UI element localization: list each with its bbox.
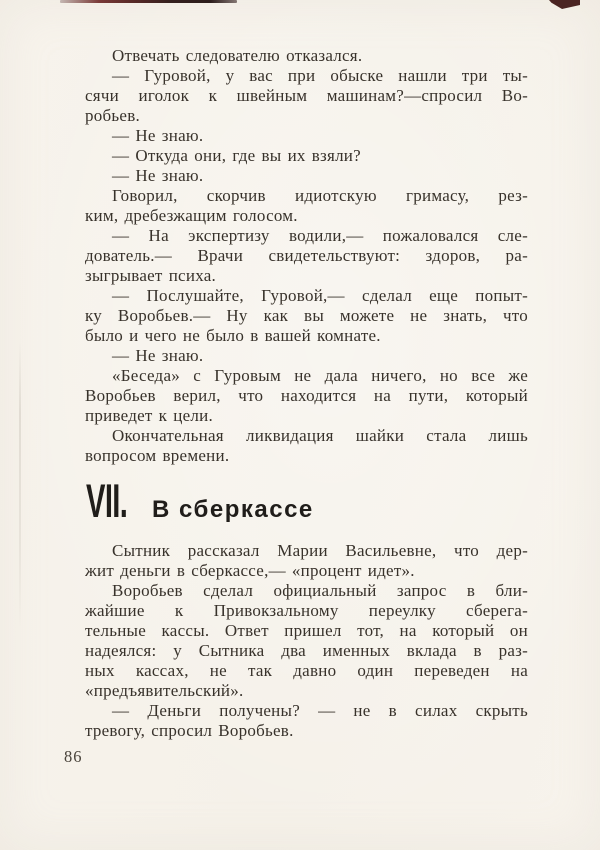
scan-artifact-top-streak [60, 0, 237, 3]
text-line: ку Воробьев.— Ну как вы можете не знать, что [85, 306, 528, 325]
text-line: — Деньги получены? — не в силах скрыть [112, 701, 528, 720]
text-line: тельные кассы. Ответ пришел тот, на который он [85, 621, 528, 640]
text-line: дователь.— Врачи свидетельствуют: здоров, ра- [85, 246, 528, 265]
paper-crease [19, 340, 21, 630]
text-line: — Послушайте, Гуровой,— сделал еще попыт- [112, 286, 528, 305]
text-line: «предъявительский». [85, 681, 244, 700]
text-line: приведет к цели. [85, 406, 214, 425]
text-line: надеялся: у Сытника два именных вклада в раз- [85, 641, 528, 660]
text-line: зыгрывает психа. [85, 266, 217, 285]
text-line: — Откуда они, где вы их взяли? [112, 146, 361, 165]
scan-artifact-corner-mark [549, 0, 580, 9]
text-line: Окончательная ликвидация шайки стала лишь [112, 426, 528, 445]
text-line: Отвечать следователю отказался. [112, 46, 363, 65]
page-number: 86 [64, 747, 83, 766]
text-line: Воробьев верил, что находится на пути, который [85, 386, 528, 405]
text-line: — Не знаю. [112, 166, 204, 185]
text-line: вопросом времени. [85, 446, 230, 465]
paragraph-block-bottom [85, 541, 528, 741]
text-line: жайшие к Привокзальному переулку сберега- [85, 601, 528, 620]
text-line: — Не знаю. [112, 346, 204, 365]
paragraph-block-top [85, 46, 528, 466]
text-line: — Не знаю. [112, 126, 204, 145]
text-line: Сытник рассказал Марии Васильевне, что дер- [112, 541, 528, 560]
text-line: ким, дребезжащим голосом. [85, 206, 298, 225]
text-line: было и чего не было в вашей комнате. [85, 326, 381, 345]
text-line: — Гуровой, у вас при обыске нашли три ты- [112, 66, 528, 85]
text-line: робьев. [85, 106, 140, 125]
text-line: — На экспертизу водили,— пожаловался сле- [112, 226, 528, 245]
text-line: Говорил, скорчив идиотскую гримасу, рез- [112, 186, 528, 205]
text-line: «Беседа» с Гуровым не дала ничего, но все же [112, 366, 528, 385]
chapter-heading [86, 474, 314, 527]
chapter-numeral: VII. [86, 474, 128, 527]
text-line: ных кассах, не так давно один переведен на [85, 661, 528, 680]
text-line: тревогу, спросил Воробьев. [85, 721, 294, 740]
chapter-title: В сберкассе [152, 496, 314, 523]
text-line: жит деньги в сберкассе,— «процент идет». [85, 561, 415, 580]
text-line: Воробьев сделал официальный запрос в бли- [112, 581, 528, 600]
text-line: сячи иголок к швейным машинам?—спросил Во- [85, 86, 528, 105]
